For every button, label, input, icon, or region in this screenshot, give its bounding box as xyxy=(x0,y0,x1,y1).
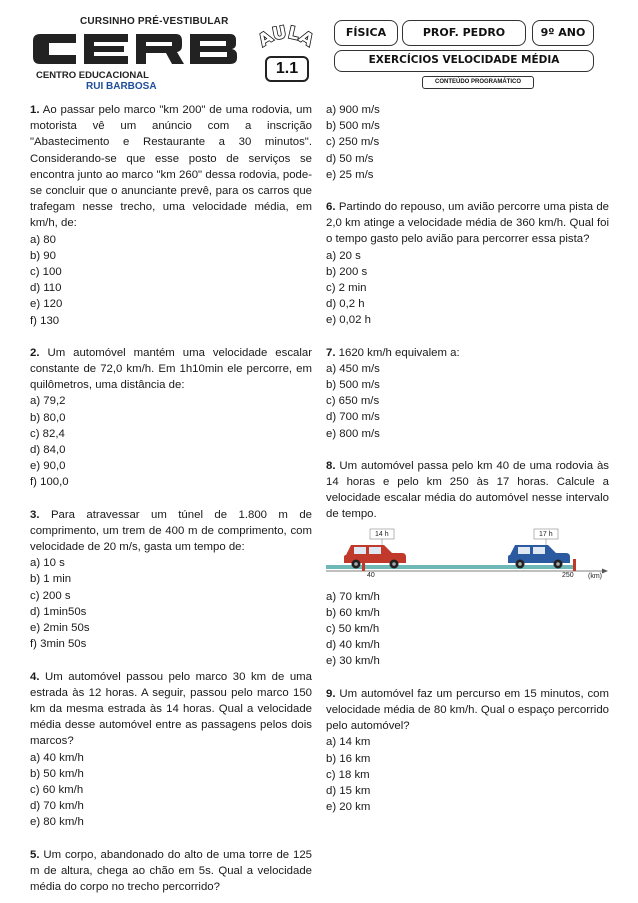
option: d) 84,0 xyxy=(30,444,66,457)
option: a) 70 km/h xyxy=(326,590,380,603)
logo-line2: RUI BARBOSA xyxy=(86,81,157,92)
logo-line1: CENTRO EDUCACIONAL xyxy=(36,70,149,81)
question-text: Um automóvel passou pelo marco 30 km de uma estrada às 12 horas. A seguir, passou pelo marco 150 km da mesma estrada às 14 horas. Qual a velocidade média desse automóvel entre as passagens pelos dois marcos? xyxy=(30,670,312,748)
question-2 xyxy=(30,345,312,491)
option: c) 250 m/s xyxy=(326,136,380,149)
option: d) 0,2 h xyxy=(326,298,365,311)
question-number: 1. xyxy=(30,104,40,116)
option: d) 50 m/s xyxy=(326,152,374,165)
option: c) 650 m/s xyxy=(326,395,380,408)
question-7 xyxy=(326,345,609,442)
car2-time-label: 17 h xyxy=(539,530,553,538)
option: a) 450 m/s xyxy=(326,362,380,375)
cerb-logo xyxy=(24,14,246,90)
aula-number: 1.1 xyxy=(265,56,309,82)
option: a) 80 xyxy=(30,233,56,246)
option: c) 18 km xyxy=(326,768,370,781)
program-label: CONTEÚDO PROGRAMÁTICO xyxy=(422,76,534,89)
question-5 xyxy=(30,847,312,896)
question-4 xyxy=(30,669,312,831)
option: d) 40 km/h xyxy=(326,639,380,652)
option: e) 25 m/s xyxy=(326,168,374,181)
teacher-box: PROF. PEDRO xyxy=(402,20,526,46)
option: d) 15 km xyxy=(326,784,371,797)
logo-tagline: CURSINHO PRÉ-VESTIBULAR xyxy=(80,16,229,27)
question-number: 8. xyxy=(326,459,336,472)
option: c) 60 km/h xyxy=(30,783,84,796)
option: d) 1min50s xyxy=(30,605,87,618)
option: c) 200 s xyxy=(30,589,71,602)
option: e) 90,0 xyxy=(30,460,66,473)
option: b) 80,0 xyxy=(30,411,66,424)
option: a) 14 km xyxy=(326,736,371,749)
cars-figure xyxy=(326,525,609,581)
question-text: Partindo do repouso, um avião percorre uma pista de 2,0 km atinge a velocidade média de 360 km/h. Qual foi o tempo gasto pelo avião para percorrer essa pista? xyxy=(326,201,609,246)
question-text: 1620 km/h equivalem a: xyxy=(338,346,460,359)
car-2 xyxy=(508,545,570,569)
option: b) 16 km xyxy=(326,752,371,765)
option: a) 10 s xyxy=(30,557,65,570)
question-number: 4. xyxy=(30,670,40,683)
option: b) 60 km/h xyxy=(326,606,380,619)
option: b) 90 xyxy=(30,249,56,262)
option: a) 20 s xyxy=(326,249,361,262)
option: e) 800 m/s xyxy=(326,427,380,440)
option: f) 130 xyxy=(30,314,60,327)
question-6 xyxy=(326,199,609,329)
option: d) 110 xyxy=(30,282,62,295)
car-1 xyxy=(344,545,406,569)
cerb-wordmark xyxy=(30,30,242,68)
grade-box: 9º ANO xyxy=(532,20,594,46)
option: e) 20 km xyxy=(326,801,371,814)
option: a) 79,2 xyxy=(30,395,66,408)
option: f) 3min 50s xyxy=(30,638,87,651)
question-text: Para atravessar um túnel de 1.800 m de comprimento, um trem de 400 m de comprimento, com velocidade de 20 m/s, gasta um tempo de: xyxy=(30,508,313,554)
header xyxy=(0,0,638,100)
worksheet-title: EXERCÍCIOS VELOCIDADE MÉDIA xyxy=(334,50,594,72)
option: c) 82,4 xyxy=(30,427,65,440)
option: d) 700 m/s xyxy=(326,411,380,424)
question-number: 9. xyxy=(326,687,336,700)
aula-badge xyxy=(246,22,326,90)
question-9 xyxy=(326,686,609,816)
axis-unit-label: (km) xyxy=(588,572,602,580)
question-text: Um automóvel mantém uma velocidade escalar constante de 72,0 km/h. Em 1h10min ele percorre, em quilômetros, uma distância de: xyxy=(30,346,313,392)
subject-box: FÍSICA xyxy=(334,20,398,46)
question-5-options xyxy=(326,102,609,183)
question-text: Um automóvel passa pelo km 40 de uma rodovia às 14 horas e pelo km 250 às 17 horas. Calcule a velocidade escalar média do automóvel nesse intervalo de tempo. xyxy=(326,459,609,521)
question-text: Um automóvel faz um percurso em 15 minutos, com velocidade média de 80 km/h. Qual o espaço percorrido pelo automóvel? xyxy=(326,687,609,733)
question-number: 7. xyxy=(326,346,336,359)
option: b) 1 min xyxy=(30,573,72,586)
option: b) 50 km/h xyxy=(30,767,84,780)
car1-time-label: 14 h xyxy=(375,530,389,538)
option: b) 200 s xyxy=(326,265,368,278)
axis-arrow xyxy=(602,568,608,573)
option: e) 80 km/h xyxy=(30,816,84,829)
option: e) 120 xyxy=(30,298,63,311)
svg-text:AULA xyxy=(255,23,318,52)
question-number: 2. xyxy=(30,346,40,359)
option: a) 900 m/s xyxy=(326,104,380,116)
question-number: 3. xyxy=(30,508,40,521)
question-3 xyxy=(30,507,312,653)
option: e) 0,02 h xyxy=(326,314,371,327)
left-column xyxy=(30,102,312,903)
right-column xyxy=(326,102,609,831)
option: a) 40 km/h xyxy=(30,751,84,764)
option: b) 500 m/s xyxy=(326,120,380,133)
question-text: Um corpo, abandonado do alto de uma torre de 125 m de altura, chega ao chão em 5s. Qual a velocidade média do corpo no trecho percorrido? xyxy=(30,848,312,893)
question-number: 6. xyxy=(326,201,336,214)
option: e) 30 km/h xyxy=(326,655,380,668)
question-number: 5. xyxy=(30,848,40,861)
marker2-label: 250 xyxy=(562,571,574,579)
option: c) 50 km/h xyxy=(326,623,380,636)
option: f) 100,0 xyxy=(30,476,69,489)
option: b) 500 m/s xyxy=(326,379,380,392)
option: c) 100 xyxy=(30,266,62,279)
question-1 xyxy=(30,102,312,329)
question-text: Ao passar pelo marco "km 200" de uma rodovia, um motorista vê um anúncio com a inscrição "Abastecimento e Restaurante a 30 minutos". Considerando-se que esse posto de serviços se encontra junto ao marco "km 260" dessa rodovia, pode-se concluir que o anunciante prevê, para os carros que trafegam nesse trecho, uma velocidade média, em km/h, de: xyxy=(30,104,312,230)
marker-post-2 xyxy=(573,559,576,571)
option: d) 70 km/h xyxy=(30,800,84,813)
option: c) 2 min xyxy=(326,282,367,295)
aula-word: AULA xyxy=(254,22,318,52)
option: e) 2min 50s xyxy=(30,622,90,635)
question-8 xyxy=(326,458,609,670)
marker1-label: 40 xyxy=(367,571,375,579)
